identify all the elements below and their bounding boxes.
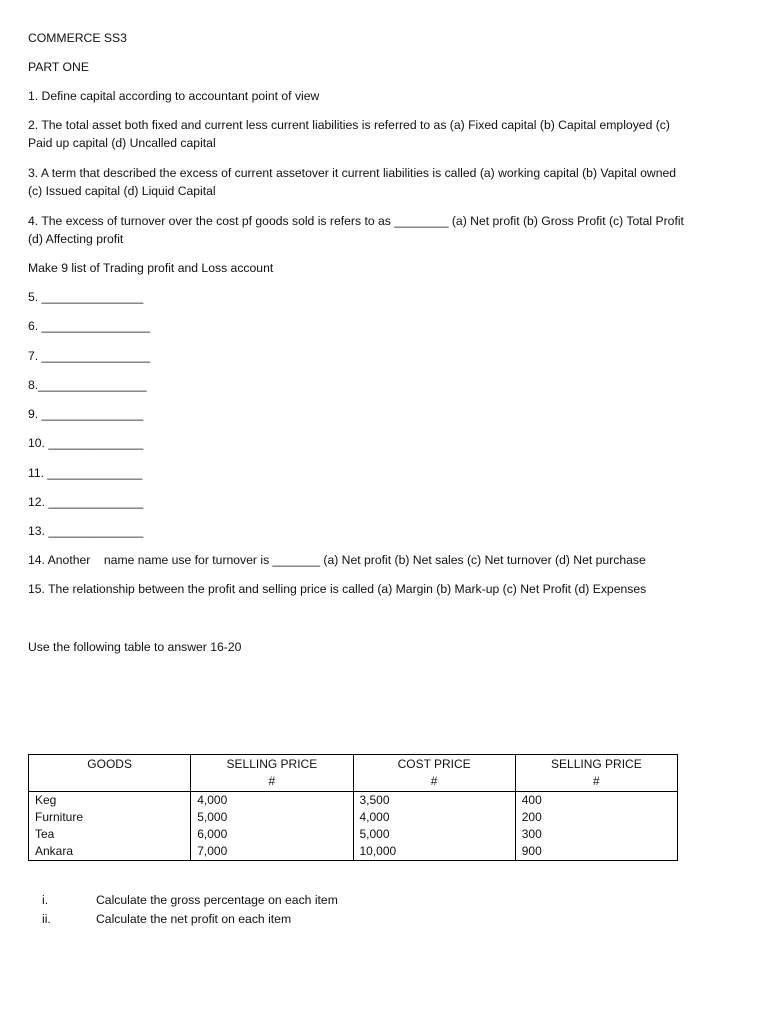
question-4: 4. The excess of turnover over the cost pf goods sold is refers to as ________ (a) Net profit (b) Gross Profit (c) Total Profit (d) Affecting profit	[28, 214, 684, 246]
table-cell: 300	[515, 826, 677, 843]
column-header-selling-price: SELLING PRICE #	[191, 755, 353, 792]
table-header-row	[29, 755, 678, 792]
answer-blank-6: 6. ________________	[28, 319, 150, 333]
table-cell: 7,000	[191, 843, 353, 861]
list-instruction: Make 9 list of Trading profit and Loss account	[28, 261, 274, 275]
answer-blank-8: 8.________________	[28, 378, 147, 392]
table-cell: Furniture	[29, 809, 191, 826]
table-row	[29, 826, 678, 843]
answer-blank-7: 7. ________________	[28, 349, 150, 363]
table-cell: Tea	[29, 826, 191, 843]
table-cell: 900	[515, 843, 677, 861]
answer-blank-11: 11. ______________	[28, 466, 143, 480]
task-number: i.	[42, 893, 49, 907]
table-instruction: Use the following table to answer 16-20	[28, 640, 242, 654]
table-row	[29, 809, 678, 826]
price-table	[28, 754, 678, 861]
table-row	[29, 843, 678, 861]
answer-blank-13: 13. ______________	[28, 524, 144, 538]
table-cell: Ankara	[29, 843, 191, 861]
table-cell: 400	[515, 792, 677, 810]
answer-blank-5: 5. _______________	[28, 290, 144, 304]
table-cell: 5,000	[191, 809, 353, 826]
table-cell: 3,500	[353, 792, 515, 810]
question-2: 2. The total asset both fixed and current less current liabilities is referred to as (a) Fixed capital (b) Capital employed (c) Paid up capital (d) Uncalled capital	[28, 118, 670, 150]
question-1: 1. Define capital according to accountant point of view	[28, 89, 320, 103]
question-14: 14. Another name name use for turnover is _______ (a) Net profit (b) Net sales (c) Net turnover (d) Net purchase	[28, 553, 646, 567]
question-15: 15. The relationship between the profit and selling price is called (a) Margin (b) Mark-up (c) Net Profit (d) Expenses	[28, 582, 647, 596]
question-3: 3. A term that described the excess of current assetover it current liabilities is called (a) working capital (b) Vapital owned (c) Issued capital (d) Liquid Capital	[28, 166, 677, 198]
table-cell: 4,000	[353, 809, 515, 826]
subject-heading: COMMERCE SS3	[28, 31, 127, 45]
table-cell: Keg	[29, 792, 191, 810]
task-text: Calculate the net profit on each item	[96, 912, 292, 926]
answer-blank-10: 10. ______________	[28, 436, 144, 450]
answer-blank-9: 9. _______________	[28, 407, 144, 421]
table-cell: 6,000	[191, 826, 353, 843]
task-number: ii.	[42, 912, 51, 926]
table-cell: 10,000	[353, 843, 515, 861]
column-header-cost-price: COST PRICE #	[353, 755, 515, 792]
answer-blank-12: 12. ______________	[28, 495, 144, 509]
table-cell: 4,000	[191, 792, 353, 810]
table-row	[29, 792, 678, 810]
column-header-selling-price-2: SELLING PRICE #	[515, 755, 677, 792]
task-text: Calculate the gross percentage on each item	[96, 893, 338, 907]
part-heading: PART ONE	[28, 60, 89, 74]
column-header-goods: GOODS	[29, 755, 191, 792]
table-cell: 5,000	[353, 826, 515, 843]
table-cell: 200	[515, 809, 677, 826]
